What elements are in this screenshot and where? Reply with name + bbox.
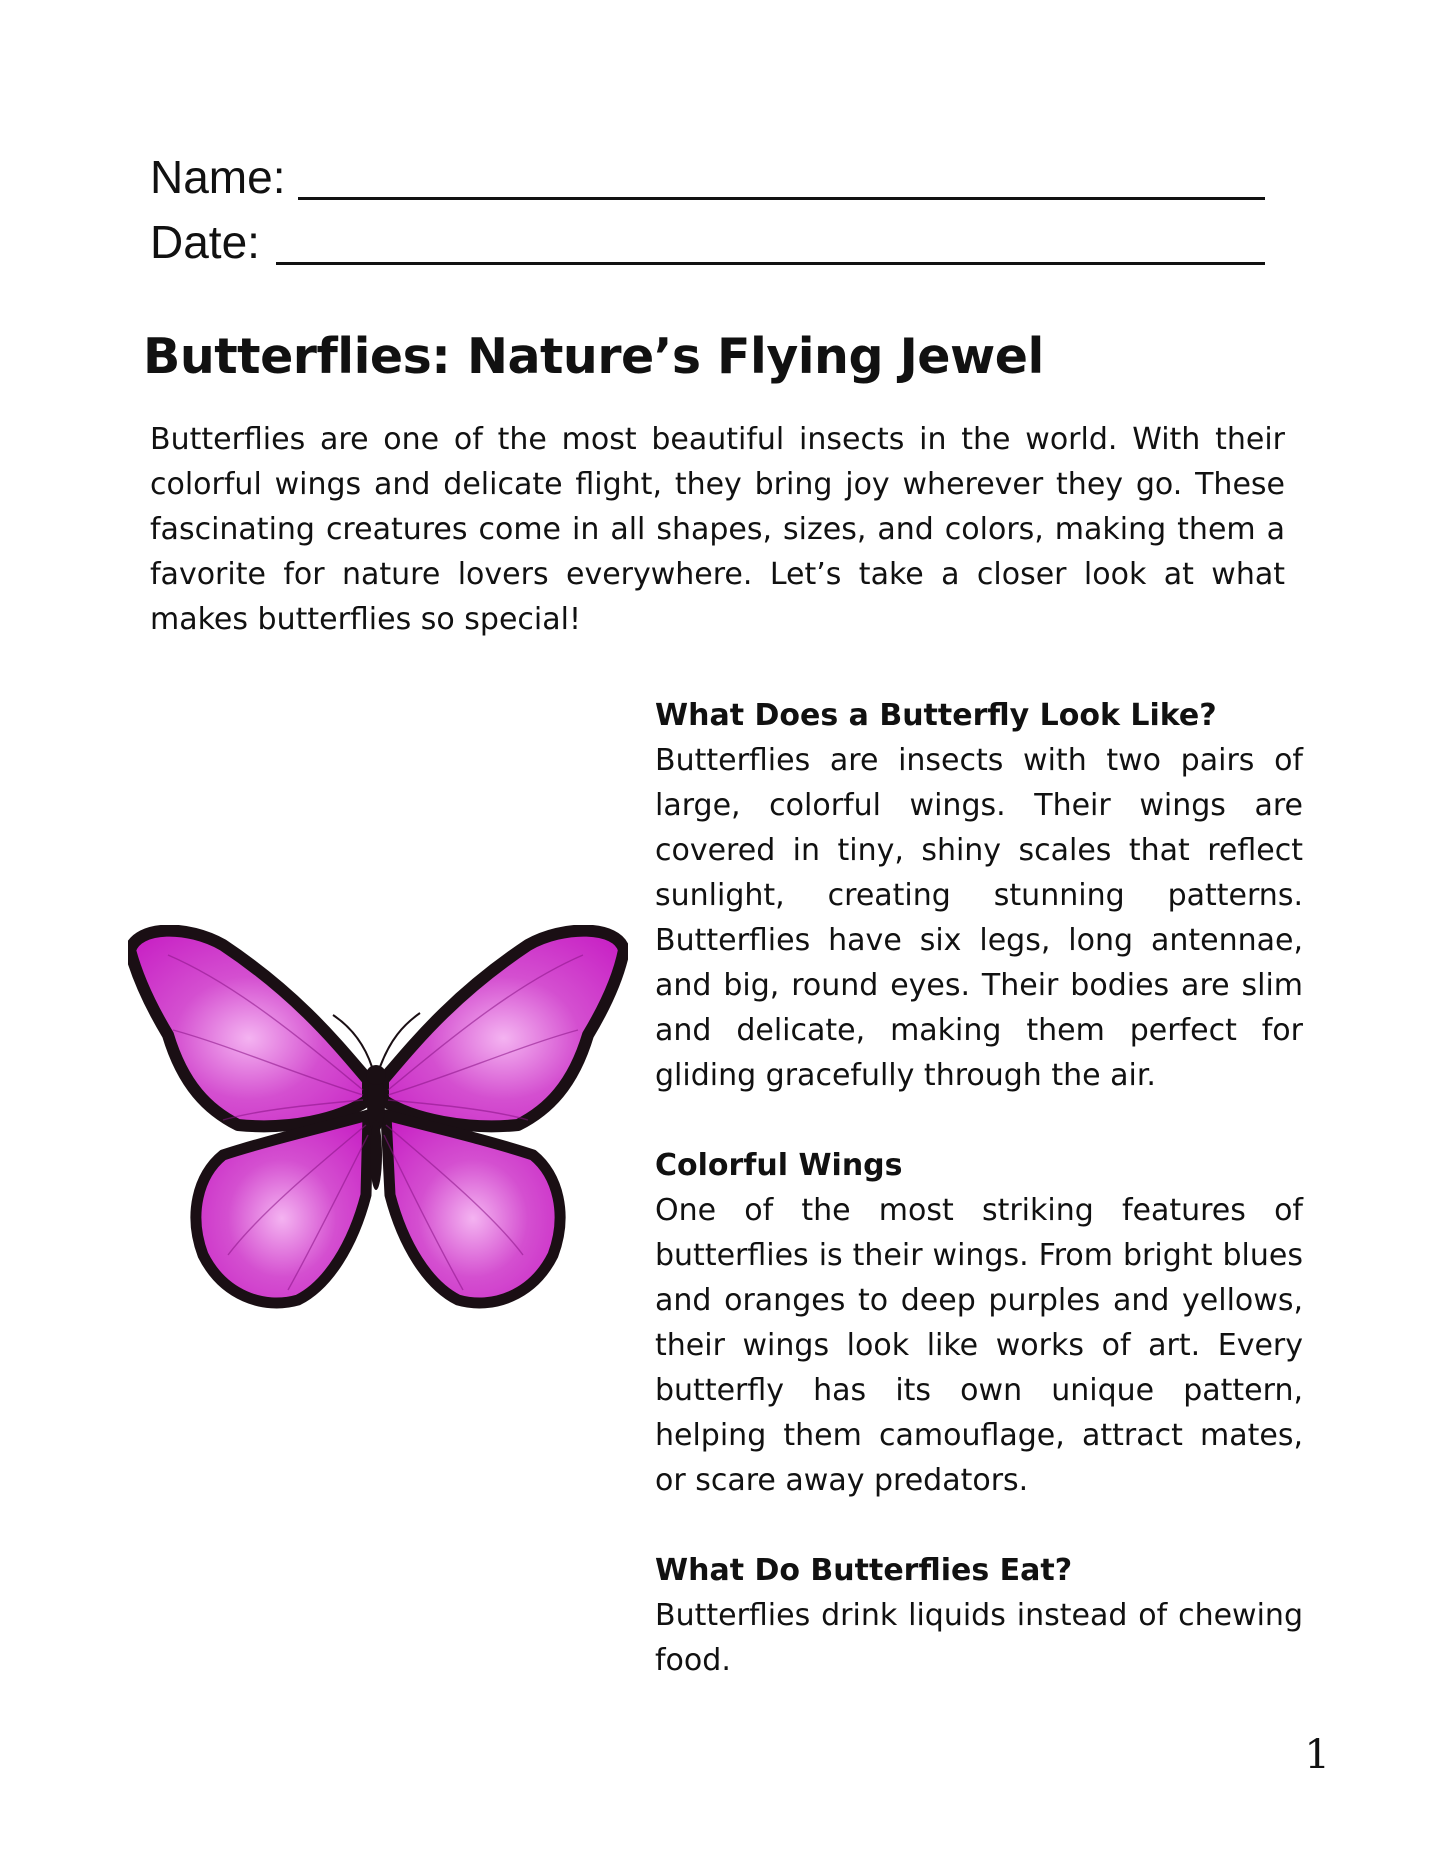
section-body: One of the most striking features of butterflies is their wings. From bright blues and oranges to deep purples and yellows, their wings look like works of art. Every butterfly has its own unique pattern, helping them camouflage, attract mates, or scare away predators.: [655, 1193, 1303, 1498]
article-column: [655, 693, 1303, 1683]
date-label: Date:: [150, 216, 260, 268]
name-field[interactable]: [150, 150, 285, 204]
page-number: 1: [1304, 1732, 1330, 1778]
page-title: Butterflies: Nature’s Flying Jewel: [143, 328, 1044, 385]
lower-left-wing: [196, 1115, 368, 1303]
section-heading: Colorful Wings: [655, 1148, 903, 1183]
date-field[interactable]: [150, 215, 260, 269]
name-blank-line[interactable]: [298, 197, 1265, 200]
upper-left-wing: [130, 931, 368, 1127]
butterfly-icon: [128, 925, 628, 1310]
section-body: Butterflies are insects with two pairs of large, colorful wings. Their wings are covered in tiny, shiny scales that reflect sunlight, creating stunning patterns. Butterflies have six legs, long antennae, and big, round eyes. Their bodies are slim and delicate, making them perfect for gliding gracefully through the air.: [655, 743, 1303, 1093]
upper-right-wing: [383, 931, 624, 1127]
section-colorful-wings: [655, 1143, 1303, 1503]
intro-paragraph: Butterflies are one of the most beautiful insects in the world. With their colorful wings and delicate flight, they bring joy wherever they go. These fascinating creatures come in all shapes, sizes, and colors, making them a favorite for nature lovers everywhere. Let’s take a closer look at what makes butterflies so special!: [150, 422, 1285, 637]
lower-right-wing: [386, 1115, 560, 1303]
name-label: Name:: [150, 151, 286, 203]
section-heading: What Does a Butterfly Look Like?: [655, 698, 1217, 733]
section-appearance: [655, 693, 1303, 1098]
section-heading: What Do Butterflies Eat?: [655, 1553, 1073, 1588]
section-body: Butterflies drink liquids instead of chewing food.: [655, 1598, 1303, 1678]
section-diet: [655, 1548, 1303, 1683]
date-blank-line[interactable]: [276, 262, 1265, 265]
